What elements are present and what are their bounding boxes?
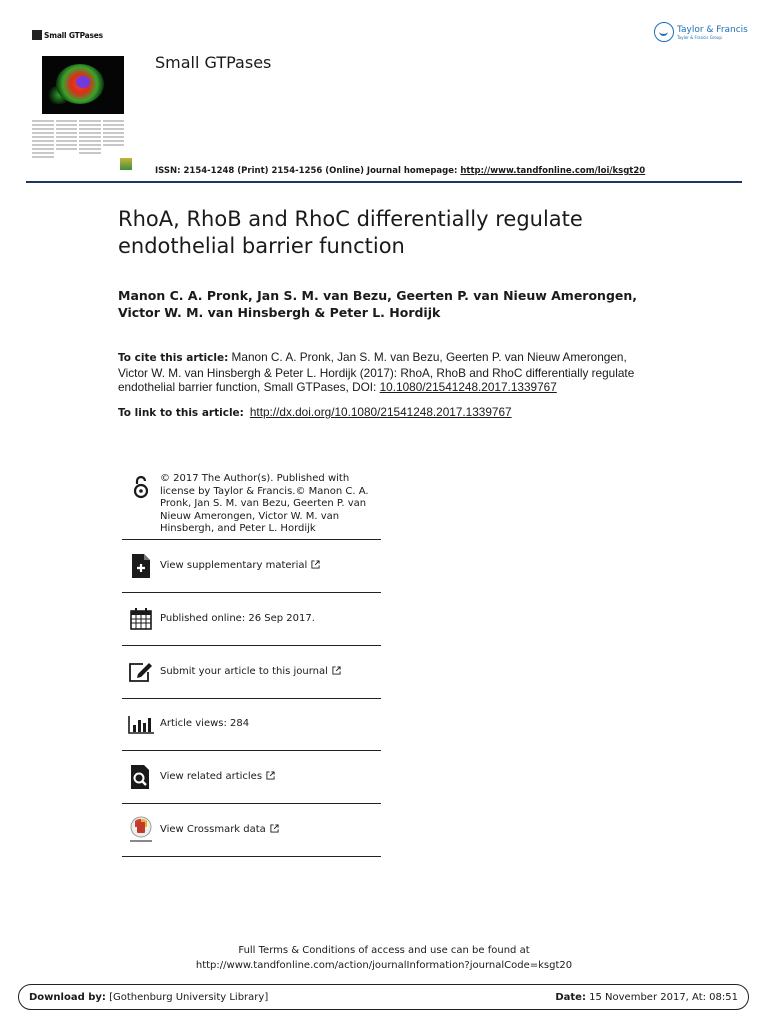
- date-label: Date:: [555, 991, 586, 1003]
- submit-article-link[interactable]: Submit your article to this journal: [160, 665, 328, 677]
- issn-line: [155, 166, 645, 176]
- header-divider: [26, 181, 742, 183]
- external-link-icon: [266, 771, 275, 780]
- supplementary-row[interactable]: [122, 540, 381, 593]
- article-link-line: [118, 405, 512, 419]
- authors-line: Manon C. A. Pronk, Jan S. M. van Bezu, Geerten P. van Nieuw Amerongen,: [118, 288, 638, 303]
- publisher-logo: [654, 22, 748, 42]
- published-date: Published online: 26 Sep 2017.: [160, 612, 315, 624]
- license-row: [122, 466, 381, 540]
- bar-chart-icon: [128, 716, 154, 734]
- external-link-icon: [332, 666, 341, 675]
- download-value: [Gothenburg University Library]: [105, 991, 269, 1003]
- download-by: [29, 992, 268, 1003]
- article-info-list: [122, 466, 381, 857]
- published-row: [122, 593, 381, 646]
- citation-block: [118, 350, 658, 395]
- download-label: Download by:: [29, 991, 106, 1003]
- download-info-bar: [18, 984, 749, 1010]
- journal-cover-thumbnail: [32, 27, 124, 173]
- cover-badge-icon: [120, 158, 132, 170]
- publisher-name: Taylor & Francis: [677, 24, 748, 35]
- link-label: To link to this article:: [118, 407, 244, 419]
- external-link-icon: [311, 560, 320, 569]
- issn-text: ISSN: 2154-1248 (Print) 2154-1256 (Online) Journal homepage:: [155, 166, 461, 176]
- download-date: [555, 992, 738, 1003]
- submit-row[interactable]: [122, 646, 381, 699]
- license-text: © 2017 The Author(s). Published with license by Taylor & Francis.© Manon C. A. Pronk, Jan S. M. van Bezu, Geerten P. van Nieuw Amerongen, Victor W. M. van Hinsbergh, and Peter L. Hordijk: [160, 473, 369, 534]
- search-document-icon: [131, 765, 151, 789]
- calendar-icon: [130, 608, 152, 630]
- crossmark-link[interactable]: View Crossmark data: [160, 823, 266, 835]
- cover-image: [42, 56, 124, 114]
- cover-logo-icon: [32, 30, 42, 40]
- publisher-group: Taylor & Francis Group: [677, 34, 722, 40]
- add-file-icon: [132, 554, 150, 578]
- taylor-francis-logo-icon: [654, 22, 674, 42]
- open-access-icon: [133, 475, 149, 499]
- supplementary-link[interactable]: View supplementary material: [160, 559, 308, 571]
- cite-text: Manon C. A. Pronk, Jan S. M. van Bezu, Geerten P. van Nieuw Amerongen, Victor W. M. van Hinsbergh & Peter L. Hordijk (2017): RhoA, RhoB and RhoC differentially regulate endothelial barrier function, Small GTPases, DOI:: [118, 350, 635, 394]
- crossmark-row[interactable]: [122, 804, 381, 857]
- article-authors: [118, 287, 678, 321]
- related-row[interactable]: [122, 751, 381, 804]
- cover-contents-lines: [32, 120, 124, 160]
- crossmark-icon: [128, 816, 154, 844]
- article-title-line: endothelial barrier function: [118, 234, 405, 258]
- authors-line: Victor W. M. van Hinsbergh & Peter L. Hordijk: [118, 305, 441, 320]
- external-link-icon: [270, 824, 279, 833]
- terms-notice: [0, 943, 768, 973]
- article-views: Article views: 284: [160, 718, 250, 730]
- journal-name: Small GTPases: [155, 53, 272, 72]
- terms-line: Full Terms & Conditions of access and use can be found at: [238, 945, 530, 956]
- cover-title: Small GTPases: [44, 30, 103, 40]
- article-doi-link[interactable]: http://dx.doi.org/10.1080/21541248.2017.1339767: [249, 405, 512, 419]
- cite-doi-link[interactable]: 10.1080/21541248.2017.1339767: [379, 380, 557, 394]
- cover-masthead: [32, 27, 124, 43]
- terms-url[interactable]: http://www.tandfonline.com/action/journalInformation?journalCode=ksgt20: [195, 960, 573, 971]
- cover-subline: [32, 44, 124, 48]
- article-title-line: RhoA, RhoB and RhoC differentially regulate: [118, 207, 583, 231]
- related-articles-link[interactable]: View related articles: [160, 770, 263, 782]
- date-value: 15 November 2017, At: 08:51: [585, 991, 738, 1003]
- journal-homepage-link[interactable]: http://www.tandfonline.com/loi/ksgt20: [460, 166, 646, 176]
- cite-label: To cite this article:: [118, 352, 229, 364]
- article-title: [118, 206, 678, 260]
- views-row: [122, 699, 381, 751]
- edit-icon: [129, 662, 153, 682]
